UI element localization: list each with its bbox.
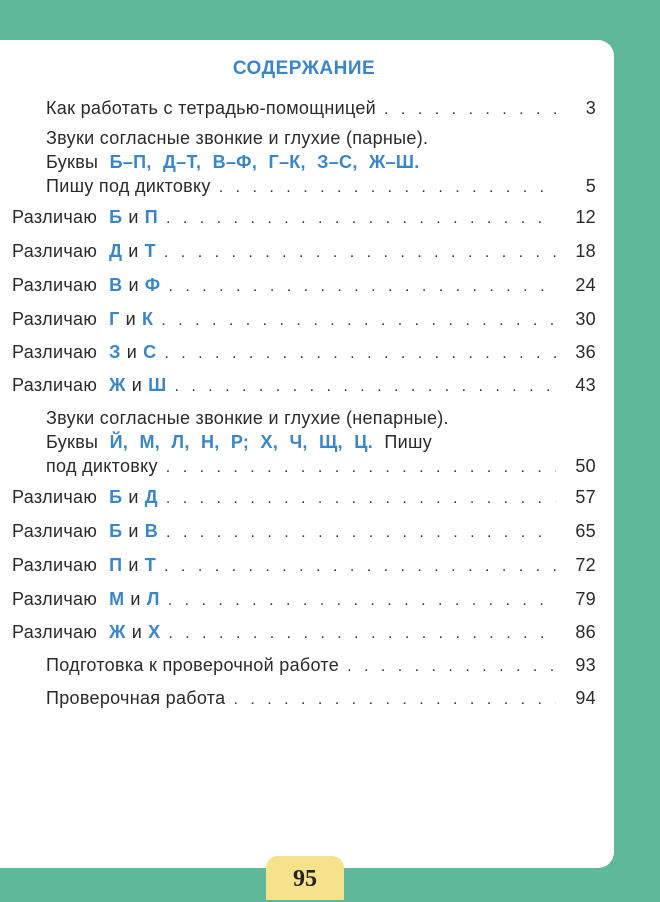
letter: Т: [144, 555, 157, 575]
conjunction: и: [131, 622, 143, 642]
letter: Й,: [109, 432, 129, 452]
toc-entry-text: Различаю: [12, 241, 98, 261]
toc-page-number: 30: [575, 309, 596, 329]
toc-page-number: 57: [575, 487, 596, 507]
contents-page: [0, 40, 614, 868]
contents-title: СОДЕРЖАНИЕ: [232, 58, 376, 79]
dot-leader: [384, 98, 556, 122]
toc-entry-distinguish: [12, 620, 596, 644]
letter-pair: Б–П,: [109, 152, 152, 172]
letter: М: [109, 589, 125, 609]
dot-leader: [166, 487, 556, 511]
letter: Б: [109, 207, 123, 227]
toc-entry-workbook: [46, 96, 596, 120]
letter: Н,: [200, 432, 220, 452]
toc-page-number: 43: [575, 375, 596, 395]
dot-leader: [347, 655, 556, 679]
toc-entry-paired-letters: [46, 150, 420, 174]
letter: Д: [109, 241, 123, 261]
toc-entry-text: Различаю: [12, 589, 98, 609]
toc-page-number: 24: [575, 275, 596, 295]
letter: Ж: [109, 622, 126, 642]
toc-page-number: 36: [575, 342, 596, 362]
toc-entry-distinguish: [12, 553, 596, 577]
letter: Т: [144, 241, 156, 261]
letter-pair: Г–К,: [268, 152, 306, 172]
letter-pair: Ж–Ш.: [368, 152, 420, 172]
letter: Х,: [260, 432, 279, 452]
conjunction: и: [128, 487, 139, 507]
dot-leader: [166, 521, 556, 545]
toc-entry-test: [46, 686, 596, 710]
toc-entry-text: Различаю: [12, 275, 98, 295]
toc-entry-text: Различаю: [12, 375, 98, 395]
dot-leader: [164, 555, 556, 579]
conjunction: и: [128, 207, 139, 227]
letter: Б: [109, 487, 123, 507]
toc-entry-distinguish: [12, 307, 596, 331]
letter: В: [144, 521, 159, 541]
letter: Ж: [109, 375, 126, 395]
toc-entry-text: Различаю: [12, 342, 98, 362]
toc-entry-text: Различаю: [12, 207, 98, 227]
toc-page-number: 72: [575, 555, 596, 575]
toc-entry-text: под диктовку: [46, 456, 158, 476]
conjunction: и: [126, 342, 138, 362]
letter: П: [144, 207, 158, 227]
toc-entry-text: Подготовка к проверочной работе: [46, 655, 340, 675]
toc-page-number: 93: [575, 655, 596, 675]
letter: Ц.: [354, 432, 374, 452]
toc-page-number: 18: [575, 241, 596, 261]
toc-page-number: 65: [575, 521, 596, 541]
letters-prefix: Буквы: [46, 432, 99, 452]
conjunction: и: [130, 589, 141, 609]
toc-entry-text: Различаю: [12, 487, 98, 507]
toc-entry-unpaired-line1: Звуки согласные звонкие и глухие (непарные).: [46, 408, 449, 428]
toc-entry-distinguish: [12, 373, 596, 397]
letter: Г: [109, 309, 120, 329]
dot-leader: [164, 241, 556, 265]
toc-page-number: 94: [575, 688, 596, 708]
letter: Ч,: [289, 432, 308, 452]
dot-leader: [166, 456, 556, 480]
toc-entry-distinguish: [12, 205, 596, 229]
toc-entry-text: Различаю: [12, 622, 98, 642]
dot-leader: [168, 622, 556, 646]
letter: С: [143, 342, 157, 362]
letter-pair: В–Ф,: [212, 152, 258, 172]
letter: Д: [144, 487, 158, 507]
toc-entry-text: Различаю: [12, 555, 98, 575]
letter: Л,: [171, 432, 190, 452]
toc-entry-paired-line3: [46, 174, 596, 198]
conjunction: и: [131, 375, 143, 395]
toc-page-number: 12: [575, 207, 596, 227]
toc-entry-distinguish: [12, 239, 596, 263]
toc-entry-distinguish: [12, 273, 596, 297]
toc-entry-unpaired-line3: [46, 454, 596, 478]
letter: Л: [146, 589, 160, 609]
toc-entry-text: Пишу под диктовку: [46, 176, 211, 196]
letter: Б: [109, 521, 123, 541]
toc-page-number: 3: [585, 98, 596, 118]
letter: К: [142, 309, 154, 329]
toc-entry-distinguish: [12, 519, 596, 543]
dot-leader: [161, 309, 556, 333]
letter: З: [109, 342, 121, 362]
conjunction: и: [128, 241, 139, 261]
dot-leader: [164, 342, 556, 366]
dot-leader: [174, 375, 556, 399]
toc-page-number: 86: [575, 622, 596, 642]
toc-entry-paired-line1: Звуки согласные звонкие и глухие (парные).: [46, 128, 429, 148]
toc-entry-text: Проверочная работа: [46, 688, 226, 708]
letter: Р;: [230, 432, 250, 452]
conjunction: и: [128, 521, 139, 541]
toc-entry-distinguish: [12, 340, 596, 364]
letter-pair: З–С,: [317, 152, 358, 172]
toc-page-number: 5: [585, 176, 596, 196]
letters-prefix: Буквы: [46, 152, 99, 172]
dot-leader: [168, 275, 556, 299]
toc-entry-test-prep: [46, 653, 596, 677]
page-number-badge: 95: [266, 856, 344, 900]
dot-leader: [166, 207, 556, 231]
toc-entry-distinguish: [12, 485, 596, 509]
letter: В: [109, 275, 123, 295]
dot-leader: [233, 688, 556, 712]
conjunction: и: [125, 309, 136, 329]
conjunction: и: [128, 275, 139, 295]
dot-leader: [168, 589, 556, 613]
letter: М,: [139, 432, 161, 452]
letter: П: [109, 555, 123, 575]
toc-entry-distinguish: [12, 587, 596, 611]
toc-entry-unpaired-letters: [46, 430, 432, 454]
toc-page-number: 79: [575, 589, 596, 609]
letter: Ш: [148, 375, 167, 395]
letter: Х: [148, 622, 161, 642]
toc-entry-text: Различаю: [12, 309, 98, 329]
letter-pair: Д–Т,: [163, 152, 202, 172]
conjunction: и: [128, 555, 139, 575]
dot-leader: [219, 176, 556, 200]
toc-page-number: 50: [575, 456, 596, 476]
toc-entry-text: Различаю: [12, 521, 98, 541]
letter: Щ,: [319, 432, 343, 452]
letters-suffix: Пишу: [384, 432, 432, 452]
letter: Ф: [144, 275, 161, 295]
toc-entry-text: Как работать с тетрадью-помощницей: [46, 98, 377, 118]
